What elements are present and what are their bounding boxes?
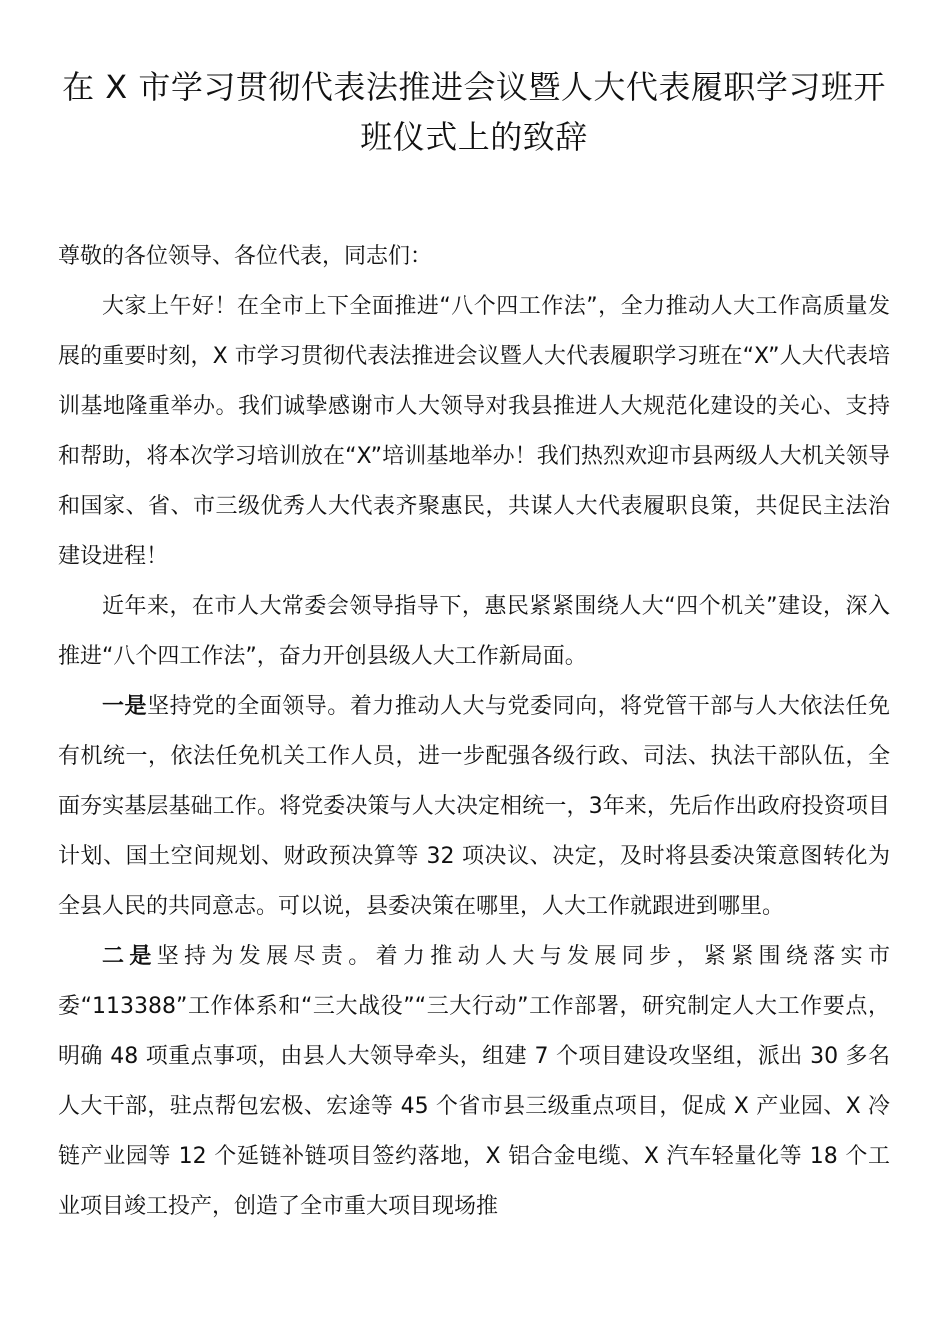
paragraph-text: 大家上午好！在全市上下全面推进“八个四工作法”，全力推动人大工作高质量发展的重要时刻，X 市学习贯彻代表法推进会议暨人大代表履职学习班在“X”人大代表培训基地隆重举办。我们诚挚感谢市人大领导对我县推进人大规范化建设的关心、支持和帮助，将本次学习培训放在“X”培训基地举办！我们热烈欢迎市县两级人大机关领导和国家、省、市三级优秀人大代表齐聚惠民，共谋人大代表履职良策，共促民主法治建设进程！ xyxy=(58,294,890,569)
document-title: 在 X 市学习贯彻代表法推进会议暨人大代表履职学习班开班仪式上的致辞 xyxy=(62,68,886,156)
paragraph-text: 坚持党的全面领导。着力推动人大与党委同向，将党管干部与人大依法任免有机统一，依法任免机关工作人员，进一步配强各级行政、司法、执法干部队伍，全面夯实基层基础工作。将党委决策与人大决定相统一，3年来，先后作出政府投资项目计划、国土空间规划、财政预决算等 32 项决议、决定，及时将县委决策意图转化为全县人民的共同意志。可以说，县委决策在哪里，人大工作就跟进到哪里。 xyxy=(58,694,890,919)
document-page xyxy=(58,62,890,1232)
paragraph-lead: 二是 xyxy=(102,944,157,969)
salutation: 尊敬的各位领导、各位代表，同志们： xyxy=(58,244,433,269)
paragraph-text: 坚持为发展尽责。着力推动人大与发展同步，紧紧围绕落实市委“113388”工作体系和“三大战役”“三大行动”工作部署，研究制定人大工作要点，明确 48 项重点事项，由县人大领导牵头，组建 7 个项目建设攻坚组，派出 30 多名人大干部，驻点帮包宏极、宏途等 45 个省市县三级重点项目，促成 X 产业园、X 冷链产业园等 12 个延链补链项目签约落地，X 铝合金电缆、X 汽车轻量化等 18 个工业项目竣工投产，创造了全市重大项目现场推 xyxy=(58,944,890,1219)
paragraph-text: 近年来，在市人大常委会领导指导下，惠民紧紧围绕人大“四个机关”建设，深入推进“八个四工作法”，奋力开创县级人大工作新局面。 xyxy=(58,594,890,669)
paragraph-point-one xyxy=(58,682,890,932)
paragraph-lead: 一是 xyxy=(102,694,148,719)
paragraph-point-two xyxy=(58,932,890,1232)
paragraph-overview xyxy=(58,582,890,682)
paragraph-greeting xyxy=(58,282,890,582)
